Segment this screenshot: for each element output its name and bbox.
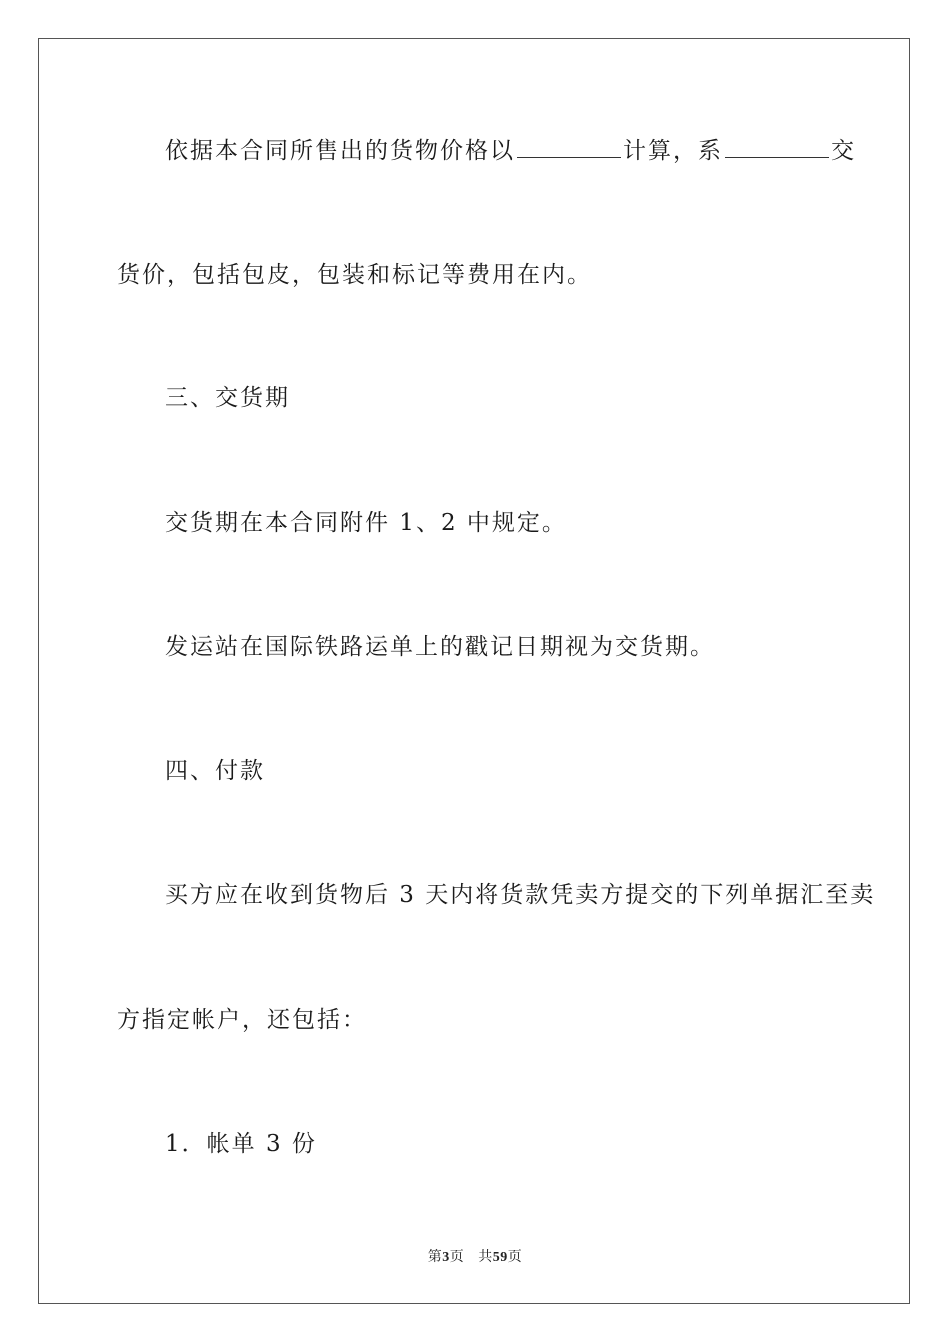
delivery-date-paragraph: 发运站在国际铁路运单上的戳记日期视为交货期。 bbox=[165, 634, 715, 660]
price-clause-text-b: 计算，系 bbox=[623, 138, 723, 164]
page-frame bbox=[38, 38, 910, 1304]
delivery-period-paragraph: 交货期在本合同附件 1、2 中规定。 bbox=[165, 510, 567, 536]
price-clause-text-c: 交 bbox=[831, 138, 856, 164]
footer-page-prefix: 第 bbox=[427, 1250, 443, 1265]
footer-total-suffix: 页 bbox=[507, 1250, 523, 1265]
price-basis-blank bbox=[517, 137, 621, 158]
footer-total-prefix: 共 bbox=[478, 1250, 493, 1265]
page-footer bbox=[0, 1246, 950, 1266]
document-list-item-1: 1．帐单 3 份 bbox=[165, 1131, 317, 1157]
footer-page-number: 3 bbox=[442, 1250, 450, 1265]
payment-paragraph-line-2: 方指定帐户，还包括： bbox=[117, 1007, 367, 1033]
section-heading-payment: 四、付款 bbox=[165, 758, 265, 784]
section-heading-delivery: 三、交货期 bbox=[165, 385, 290, 411]
payment-paragraph-line-1: 买方应在收到货物后 3 天内将货款凭卖方提交的下列单据汇至卖 bbox=[165, 882, 876, 908]
footer-page-suffix: 页 bbox=[449, 1250, 465, 1265]
footer-total-pages: 59 bbox=[492, 1250, 508, 1265]
delivery-term-blank bbox=[725, 137, 829, 158]
price-clause-text-a: 依据本合同所售出的货物价格以 bbox=[165, 138, 515, 164]
price-clause-line-2: 货价，包括包皮，包装和标记等费用在内。 bbox=[117, 262, 592, 288]
price-clause-line-1 bbox=[165, 136, 856, 166]
